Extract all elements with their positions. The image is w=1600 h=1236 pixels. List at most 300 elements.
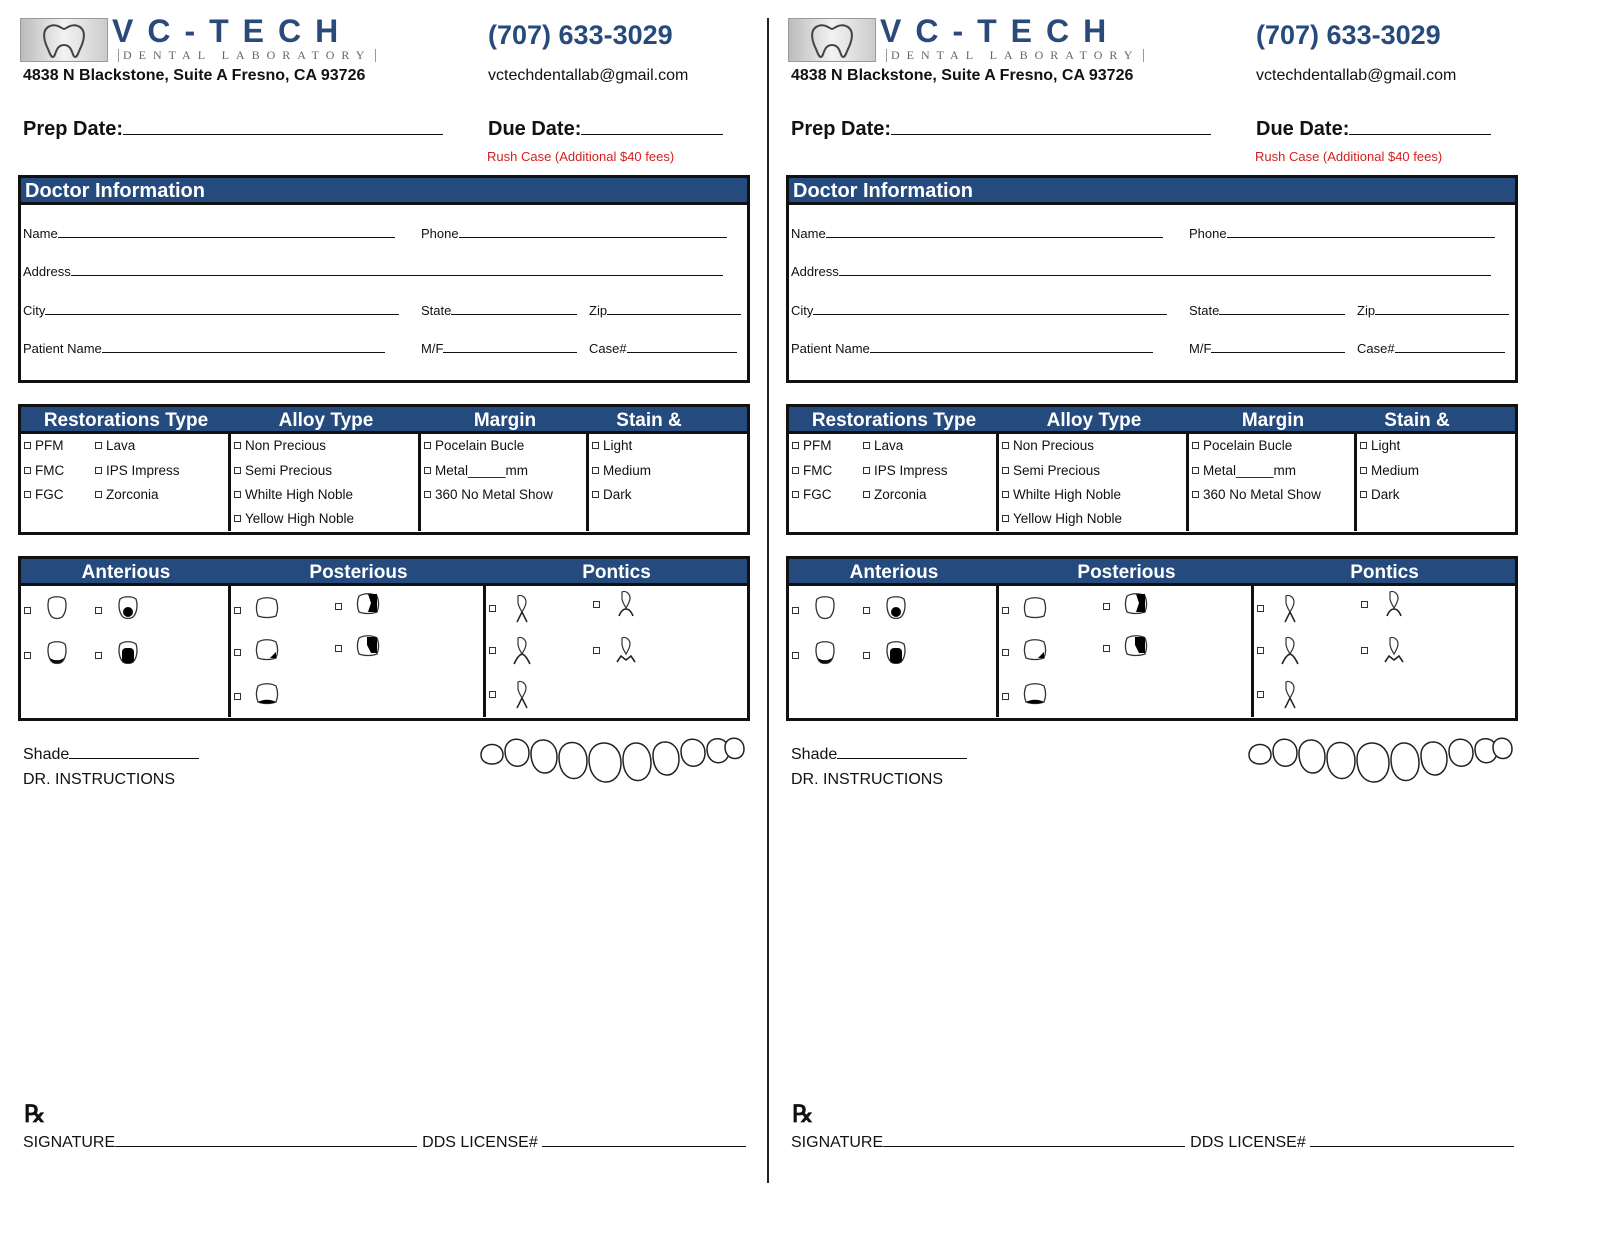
sex-field[interactable]: [421, 341, 577, 356]
anterior-column: [21, 586, 231, 717]
tooth-icon: [255, 638, 279, 668]
dds-license-label: DDS LICENSE#: [422, 1134, 538, 1151]
stain-glaze-header: Stain & Glaze: [616, 410, 682, 458]
tooth-icon: [1382, 590, 1406, 620]
tooth-icon: [45, 641, 69, 671]
pontics-header: Pontics: [582, 562, 651, 583]
option-label: 360 No Metal Show: [1203, 487, 1321, 502]
pontic-design-option[interactable]: [1257, 594, 1302, 624]
rx-symbol: ℞: [24, 1102, 46, 1128]
posterior-design-option[interactable]: [234, 638, 279, 668]
fill-in-line[interactable]: [451, 303, 577, 315]
option-label: Lava: [106, 438, 136, 453]
margin-header: Margin: [1241, 410, 1305, 431]
doctor-information-title: Doctor Information: [789, 178, 1515, 205]
due-date-label: Due Date:: [1256, 118, 1350, 140]
tooth-icon: [813, 641, 837, 671]
option-label: FGC: [803, 487, 832, 502]
design-section: [18, 556, 750, 721]
option-label: 360 No Metal Show: [435, 487, 553, 502]
posterior-design-option[interactable]: [1002, 638, 1047, 668]
option-metal-mm[interactable]: [424, 463, 528, 478]
tooth-chart-arch-icon[interactable]: [1246, 735, 1514, 791]
due-date-line[interactable]: [581, 123, 723, 135]
tooth-icon: [1023, 682, 1047, 712]
checkbox[interactable]: [1002, 515, 1009, 522]
option-medium[interactable]: [1360, 463, 1419, 478]
checkbox[interactable]: [24, 607, 31, 614]
option-non-precious[interactable]: [1002, 438, 1094, 453]
anterior-column: [789, 586, 999, 717]
option-medium[interactable]: [592, 463, 651, 478]
option-label: FMC: [803, 463, 833, 478]
patient-name-field[interactable]: [23, 341, 385, 356]
case-number-field[interactable]: [1357, 341, 1505, 356]
checkbox[interactable]: [592, 442, 599, 449]
tooth-icon: [510, 680, 534, 710]
checkbox[interactable]: [95, 607, 102, 614]
option-non-precious[interactable]: [234, 438, 326, 453]
fill-in-line[interactable]: [115, 1135, 417, 1147]
tooth-icon: [356, 634, 380, 664]
restorations-column: [21, 434, 231, 531]
dr-instructions-label: DR. INSTRUCTIONS: [23, 771, 175, 788]
checkbox[interactable]: [424, 442, 431, 449]
option-label: Non Precious: [245, 438, 327, 453]
patient-name-label: Patient Name: [23, 341, 102, 356]
pontic-design-option[interactable]: [1257, 680, 1302, 710]
checkbox[interactable]: [1002, 467, 1009, 474]
fill-in-line[interactable]: [71, 264, 723, 276]
option-label: IPS Impress: [874, 463, 948, 478]
fill-in-line[interactable]: [1310, 1135, 1514, 1147]
checkbox[interactable]: [863, 491, 870, 498]
pontics-column: [1254, 586, 1515, 717]
anterior-design-option[interactable]: [24, 596, 69, 626]
option-dark[interactable]: [1360, 487, 1400, 502]
checkbox[interactable]: [1360, 467, 1367, 474]
checkbox[interactable]: [234, 467, 241, 474]
lab-address: 4838 N Blackstone, Suite A Fresno, CA 93726: [791, 67, 1134, 84]
checkbox[interactable]: [1103, 645, 1110, 652]
checkbox[interactable]: [24, 652, 31, 659]
fill-in-line[interactable]: [607, 303, 741, 315]
signature-field[interactable]: [791, 1134, 1514, 1152]
tooth-icon: [614, 590, 638, 620]
fill-in-line[interactable]: [1211, 341, 1345, 353]
checkbox[interactable]: [593, 647, 600, 654]
fill-in-line[interactable]: [1395, 341, 1505, 353]
tooth-icon: [255, 596, 279, 626]
checkbox[interactable]: [24, 467, 31, 474]
option-light[interactable]: [592, 438, 632, 453]
restorations-type-header: Restorations Type: [811, 410, 977, 431]
phone-number: (707) 633-3029: [1256, 20, 1441, 50]
order-form-copy-2: [768, 0, 1536, 1236]
fill-in-line[interactable]: [443, 341, 577, 353]
checkbox[interactable]: [1002, 693, 1009, 700]
checkbox[interactable]: [95, 442, 102, 449]
anterior-header: Anterious: [849, 562, 939, 583]
margin-column: [1189, 434, 1357, 531]
pontics-header: Pontics: [1350, 562, 1419, 583]
checkbox[interactable]: [1002, 491, 1009, 498]
option-label: Dark: [603, 487, 632, 502]
posterior-header: Posterious: [309, 562, 408, 583]
checkbox[interactable]: [1103, 603, 1110, 610]
prep-date-line[interactable]: [891, 123, 1211, 135]
prep-date-field[interactable]: [791, 118, 1211, 141]
checkbox[interactable]: [234, 693, 241, 700]
fill-in-line[interactable]: [542, 1135, 746, 1147]
fill-in-line[interactable]: [837, 747, 967, 759]
zip-field[interactable]: [1357, 303, 1509, 318]
checkbox[interactable]: [1360, 491, 1367, 498]
checkbox[interactable]: [863, 607, 870, 614]
fill-in-line[interactable]: [45, 303, 399, 315]
pontic-design-option[interactable]: [1361, 590, 1406, 620]
signature-field[interactable]: [23, 1134, 746, 1152]
checkbox[interactable]: [489, 691, 496, 698]
tooth-icon: [1124, 592, 1148, 622]
option-360-no-metal[interactable]: [424, 487, 553, 502]
pontic-design-option[interactable]: [489, 680, 534, 710]
tooth-logo-icon: [20, 18, 108, 62]
checkbox[interactable]: [234, 442, 241, 449]
tooth-icon: [45, 596, 69, 626]
option-zorconia[interactable]: [863, 487, 927, 502]
posterior-design-option[interactable]: [234, 596, 279, 626]
due-date-field[interactable]: [488, 118, 723, 141]
restorations-column: [789, 434, 999, 531]
zip-label: Zip: [589, 303, 608, 318]
option-white-high-noble[interactable]: [1002, 487, 1121, 502]
option-label: Metal_____mm: [1203, 463, 1297, 478]
rush-case-note: Rush Case (Additional $40 fees): [1255, 149, 1443, 164]
posterior-column: [999, 586, 1254, 717]
anterior-design-option[interactable]: [863, 596, 908, 626]
posterior-design-option[interactable]: [335, 634, 380, 664]
checkbox[interactable]: [1002, 649, 1009, 656]
tooth-icon: [884, 596, 908, 626]
posterior-design-option[interactable]: [1103, 634, 1148, 664]
state-label: State: [1189, 303, 1220, 318]
tooth-icon: [255, 682, 279, 712]
pontic-design-option[interactable]: [1257, 636, 1302, 666]
anterior-design-option[interactable]: [24, 641, 69, 671]
posterior-design-option[interactable]: [1002, 596, 1047, 626]
checkbox[interactable]: [424, 491, 431, 498]
checkbox[interactable]: [592, 467, 599, 474]
pontic-design-option[interactable]: [1361, 636, 1406, 666]
fill-in-line[interactable]: [883, 1135, 1185, 1147]
option-light[interactable]: [1360, 438, 1400, 453]
fill-in-line[interactable]: [839, 264, 1491, 276]
fill-in-line[interactable]: [870, 341, 1153, 353]
option-fgc[interactable]: [24, 487, 64, 502]
fill-in-line[interactable]: [826, 226, 1163, 238]
fill-in-line[interactable]: [102, 341, 385, 353]
tooth-chart-arch-icon[interactable]: [478, 735, 746, 791]
checkbox[interactable]: [1192, 442, 1199, 449]
option-label: Semi Precious: [245, 463, 333, 478]
option-label: Light: [603, 438, 633, 453]
option-lava[interactable]: [863, 438, 903, 453]
anterior-design-option[interactable]: [792, 596, 837, 626]
shade-field[interactable]: [23, 746, 199, 764]
tooth-icon: [1278, 636, 1302, 666]
tooth-icon: [1023, 638, 1047, 668]
patient-name-label: Patient Name: [791, 341, 870, 356]
checkbox[interactable]: [792, 607, 799, 614]
checkbox[interactable]: [1002, 607, 1009, 614]
option-label: IPS Impress: [106, 463, 180, 478]
fill-in-line[interactable]: [58, 226, 395, 238]
sex-label: M/F: [421, 341, 444, 356]
city-label: City: [23, 303, 46, 318]
checkbox[interactable]: [592, 491, 599, 498]
checkbox[interactable]: [1361, 647, 1368, 654]
name-label: Name: [23, 226, 58, 241]
phone-field[interactable]: [1189, 226, 1495, 241]
signature-label: SIGNATURE: [23, 1134, 116, 1151]
name-label: Name: [791, 226, 826, 241]
tooth-icon: [510, 636, 534, 666]
option-lava[interactable]: [95, 438, 135, 453]
state-label: State: [421, 303, 452, 318]
stain-glaze-header: Stain & Glaze: [1384, 410, 1450, 458]
checkbox[interactable]: [95, 467, 102, 474]
checkbox[interactable]: [335, 645, 342, 652]
option-label: FGC: [35, 487, 64, 502]
doctor-information-section: [18, 175, 750, 383]
checkbox[interactable]: [95, 652, 102, 659]
option-label: Dark: [1371, 487, 1400, 502]
fill-in-line[interactable]: [1227, 226, 1495, 238]
logo-title: VC-TECH: [112, 13, 353, 49]
option-360-no-metal[interactable]: [1192, 487, 1321, 502]
checkbox[interactable]: [792, 652, 799, 659]
state-field[interactable]: [1189, 303, 1345, 318]
checkbox[interactable]: [424, 467, 431, 474]
tooth-icon: [510, 594, 534, 624]
fill-in-line[interactable]: [813, 303, 1167, 315]
option-yellow-high-noble[interactable]: [1002, 511, 1122, 526]
alloy-type-header: Alloy Type: [1046, 410, 1142, 431]
checkbox[interactable]: [335, 603, 342, 610]
due-date-field[interactable]: [1256, 118, 1491, 141]
option-semi-precious[interactable]: [234, 463, 332, 478]
margin-column: [421, 434, 589, 531]
option-label: Medium: [1371, 463, 1420, 478]
phone-number: (707) 633-3029: [488, 20, 673, 50]
checkbox[interactable]: [1257, 691, 1264, 698]
option-label: Pocelain Bucle: [435, 438, 525, 453]
option-porcelain-buccal[interactable]: [1192, 438, 1292, 453]
options-section: [786, 404, 1518, 535]
doctor-information-section: [786, 175, 1518, 383]
state-field[interactable]: [421, 303, 577, 318]
checkbox[interactable]: [234, 491, 241, 498]
option-fmc[interactable]: [24, 463, 64, 478]
address-field[interactable]: [23, 264, 723, 279]
option-porcelain-buccal[interactable]: [424, 438, 524, 453]
tooth-icon: [1278, 594, 1302, 624]
rush-case-note: Rush Case (Additional $40 fees): [487, 149, 675, 164]
option-zorconia[interactable]: [95, 487, 159, 502]
anterior-design-option[interactable]: [863, 641, 908, 671]
option-white-high-noble[interactable]: [234, 487, 353, 502]
checkbox[interactable]: [1361, 601, 1368, 608]
prep-date-line[interactable]: [123, 123, 443, 135]
phone-label: Phone: [1189, 226, 1227, 241]
case-label: Case#: [589, 341, 627, 356]
option-label: Yellow High Noble: [245, 511, 355, 526]
signature-label: SIGNATURE: [791, 1134, 884, 1151]
checkbox[interactable]: [95, 491, 102, 498]
checkbox[interactable]: [234, 607, 241, 614]
option-label: FMC: [35, 463, 65, 478]
option-fgc[interactable]: [792, 487, 832, 502]
due-date-label: Due Date:: [488, 118, 582, 140]
fill-in-line[interactable]: [627, 341, 737, 353]
alloy-column: [999, 434, 1189, 531]
tooth-icon: [1023, 596, 1047, 626]
logo-subtitle: DENTAL LABORATORY: [118, 49, 376, 62]
name-field[interactable]: [791, 226, 1163, 241]
pontic-design-option[interactable]: [593, 590, 638, 620]
posterior-column: [231, 586, 486, 717]
logo-subtitle: DENTAL LABORATORY: [886, 49, 1144, 62]
phone-field[interactable]: [421, 226, 727, 241]
option-fmc[interactable]: [792, 463, 832, 478]
fill-in-line[interactable]: [1375, 303, 1509, 315]
dds-license-label: DDS LICENSE#: [1190, 1134, 1306, 1151]
lab-email: vctechdentallab@gmail.com: [488, 67, 689, 84]
fill-in-line[interactable]: [459, 226, 727, 238]
pontic-design-option[interactable]: [489, 594, 534, 624]
city-field[interactable]: [23, 303, 399, 318]
order-form-copy-1: [0, 0, 768, 1236]
tooth-icon: [356, 592, 380, 622]
case-number-field[interactable]: [589, 341, 737, 356]
option-label: Yellow High Noble: [1013, 511, 1123, 526]
option-label: Light: [1371, 438, 1401, 453]
dr-instructions-label: DR. INSTRUCTIONS: [791, 771, 943, 788]
posterior-design-option[interactable]: [1103, 592, 1148, 622]
doctor-information-title: Doctor Information: [21, 178, 747, 205]
checkbox[interactable]: [593, 601, 600, 608]
stain-column: [589, 434, 747, 531]
option-label: Non Precious: [1013, 438, 1095, 453]
posterior-design-option[interactable]: [234, 682, 279, 712]
checkbox[interactable]: [24, 491, 31, 498]
tooth-icon: [813, 596, 837, 626]
option-pfm[interactable]: [24, 438, 64, 453]
tooth-icon: [1124, 634, 1148, 664]
checkbox[interactable]: [489, 647, 496, 654]
checkbox[interactable]: [863, 467, 870, 474]
anterior-design-option[interactable]: [95, 596, 140, 626]
margin-header: Margin: [473, 410, 537, 431]
tooth-icon: [614, 636, 638, 666]
patient-name-field[interactable]: [791, 341, 1153, 356]
posterior-header: Posterious: [1077, 562, 1176, 583]
fill-in-line[interactable]: [69, 747, 199, 759]
option-semi-precious[interactable]: [1002, 463, 1100, 478]
prep-date-label: Prep Date:: [23, 118, 124, 140]
option-label: Lava: [874, 438, 904, 453]
anterior-design-option[interactable]: [95, 641, 140, 671]
option-label: PFM: [35, 438, 64, 453]
address-label: Address: [791, 264, 839, 279]
checkbox[interactable]: [792, 467, 799, 474]
option-dark[interactable]: [592, 487, 632, 502]
name-field[interactable]: [23, 226, 395, 241]
checkbox[interactable]: [489, 605, 496, 612]
checkbox[interactable]: [792, 491, 799, 498]
shade-label: Shade: [791, 746, 838, 763]
option-metal-mm[interactable]: [1192, 463, 1296, 478]
pontics-column: [486, 586, 747, 717]
checkbox[interactable]: [1257, 647, 1264, 654]
checkbox[interactable]: [1192, 491, 1199, 498]
pontic-design-option[interactable]: [489, 636, 534, 666]
anterior-design-option[interactable]: [792, 641, 837, 671]
checkbox[interactable]: [1360, 442, 1367, 449]
option-label: Medium: [603, 463, 652, 478]
checkbox[interactable]: [1257, 605, 1264, 612]
city-field[interactable]: [791, 303, 1167, 318]
option-label: Zorconia: [874, 487, 927, 502]
address-field[interactable]: [791, 264, 1491, 279]
posterior-design-option[interactable]: [335, 592, 380, 622]
checkbox[interactable]: [24, 442, 31, 449]
zip-field[interactable]: [589, 303, 741, 318]
option-label: Metal_____mm: [435, 463, 529, 478]
checkbox[interactable]: [234, 515, 241, 522]
option-pfm[interactable]: [792, 438, 832, 453]
pontic-design-option[interactable]: [593, 636, 638, 666]
prep-date-field[interactable]: [23, 118, 443, 141]
tooth-icon: [1382, 636, 1406, 666]
option-yellow-high-noble[interactable]: [234, 511, 354, 526]
checkbox[interactable]: [792, 442, 799, 449]
option-ips-impress[interactable]: [95, 463, 180, 478]
alloy-column: [231, 434, 421, 531]
fill-in-line[interactable]: [1219, 303, 1345, 315]
checkbox[interactable]: [234, 649, 241, 656]
checkbox[interactable]: [1192, 467, 1199, 474]
shade-field[interactable]: [791, 746, 967, 764]
address-label: Address: [23, 264, 71, 279]
posterior-design-option[interactable]: [1002, 682, 1047, 712]
stain-column: [1357, 434, 1515, 531]
checkbox[interactable]: [863, 442, 870, 449]
due-date-line[interactable]: [1349, 123, 1491, 135]
checkbox[interactable]: [1002, 442, 1009, 449]
alloy-type-header: Alloy Type: [278, 410, 374, 431]
shade-label: Shade: [23, 746, 70, 763]
lab-address: 4838 N Blackstone, Suite A Fresno, CA 93726: [23, 67, 366, 84]
tooth-icon: [1278, 680, 1302, 710]
sex-field[interactable]: [1189, 341, 1345, 356]
option-ips-impress[interactable]: [863, 463, 948, 478]
company-logo: [788, 13, 1184, 64]
anterior-header: Anterious: [81, 562, 171, 583]
options-section: [18, 404, 750, 535]
checkbox[interactable]: [863, 652, 870, 659]
